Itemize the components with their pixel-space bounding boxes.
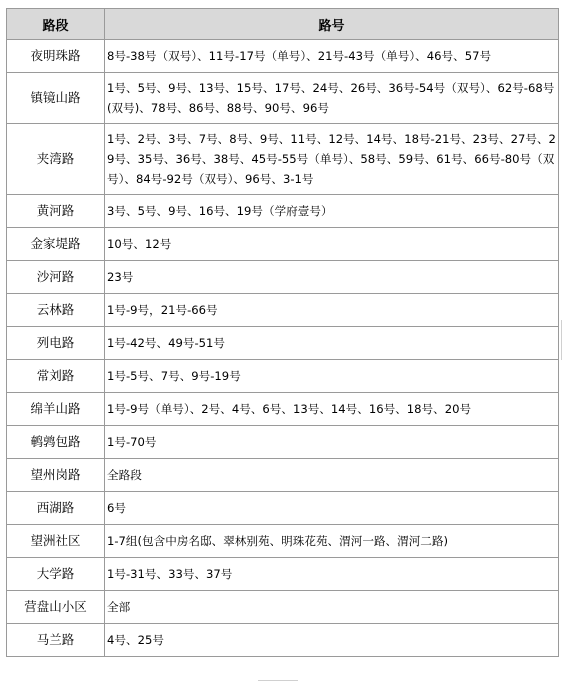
road-name-cell: 黄河路: [7, 195, 105, 228]
road-number-cell: 1-7组(包含中房名邸、翠林别苑、明珠花苑、渭河一路、渭河二路): [105, 525, 559, 558]
road-number-cell: 全部: [105, 591, 559, 624]
road-name-cell: 常刘路: [7, 360, 105, 393]
header-row: [7, 9, 559, 40]
road-name-cell: 镇镜山路: [7, 73, 105, 124]
road-number-cell: 1号-9号，21号-66号: [105, 294, 559, 327]
road-name-cell: 营盘山小区: [7, 591, 105, 624]
road-number-cell: 1号-70号: [105, 426, 559, 459]
table-row: [7, 195, 559, 228]
road-name-cell: 绵羊山路: [7, 393, 105, 426]
road-number-cell: 1号、5号、9号、13号、15号、17号、24号、26号、36号-54号（双号）、62号-68号(双号)、78号、86号、88号、90号、96号: [105, 73, 559, 124]
road-number-cell: 10号、12号: [105, 228, 559, 261]
table-row: [7, 124, 559, 195]
road-name-cell: 金家堤路: [7, 228, 105, 261]
road-number-cell: 6号: [105, 492, 559, 525]
road-name-cell: 沙河路: [7, 261, 105, 294]
table-row: [7, 591, 559, 624]
road-number-cell: 3号、5号、9号、16号、19号（学府壹号）: [105, 195, 559, 228]
road-name-cell: 望州岗路: [7, 459, 105, 492]
road-name-cell: 夜明珠路: [7, 40, 105, 73]
road-number-cell: 1号-9号（单号）、2号、4号、6号、13号、14号、16号、18号、20号: [105, 393, 559, 426]
header-road-section: 路段: [7, 9, 105, 40]
road-name-cell: 夹湾路: [7, 124, 105, 195]
table-row: [7, 228, 559, 261]
road-name-cell: 望洲社区: [7, 525, 105, 558]
road-number-cell: 23号: [105, 261, 559, 294]
table-row: [7, 525, 559, 558]
road-name-cell: 云林路: [7, 294, 105, 327]
table-row: [7, 492, 559, 525]
road-name-cell: 大学路: [7, 558, 105, 591]
road-number-cell: 1号-42号、49号-51号: [105, 327, 559, 360]
scroll-edge-mark: [561, 320, 566, 360]
road-name-cell: 鹌鹑包路: [7, 426, 105, 459]
table-row: [7, 40, 559, 73]
table-row: [7, 426, 559, 459]
road-number-cell: 4号、25号: [105, 624, 559, 657]
road-number-cell: 1号-5号、7号、9号-19号: [105, 360, 559, 393]
table-row: [7, 459, 559, 492]
table-row: [7, 624, 559, 657]
table-row: [7, 558, 559, 591]
road-number-cell: 全路段: [105, 459, 559, 492]
road-name-cell: 西湖路: [7, 492, 105, 525]
road-number-cell: 1号-31号、33号、37号: [105, 558, 559, 591]
table-row: [7, 73, 559, 124]
table-row: [7, 294, 559, 327]
road-number-document: [6, 8, 558, 657]
bottom-edge-mark: [258, 680, 298, 684]
table-row: [7, 261, 559, 294]
road-name-cell: 马兰路: [7, 624, 105, 657]
header-road-number: 路号: [105, 9, 559, 40]
table-row: [7, 393, 559, 426]
road-table: [6, 8, 559, 657]
table-row: [7, 327, 559, 360]
road-name-cell: 列电路: [7, 327, 105, 360]
table-row: [7, 360, 559, 393]
road-number-cell: 1号、2号、3号、7号、8号、9号、11号、12号、14号、18号-21号、23号、27号、29号、35号、36号、38号、45号-55号（单号）、58号、59号、61号、66号-80号（双号）、84号-92号（双号）、96号、3-1号: [105, 124, 559, 195]
road-number-cell: 8号-38号（双号）、11号-17号（单号）、21号-43号（单号）、46号、57号: [105, 40, 559, 73]
